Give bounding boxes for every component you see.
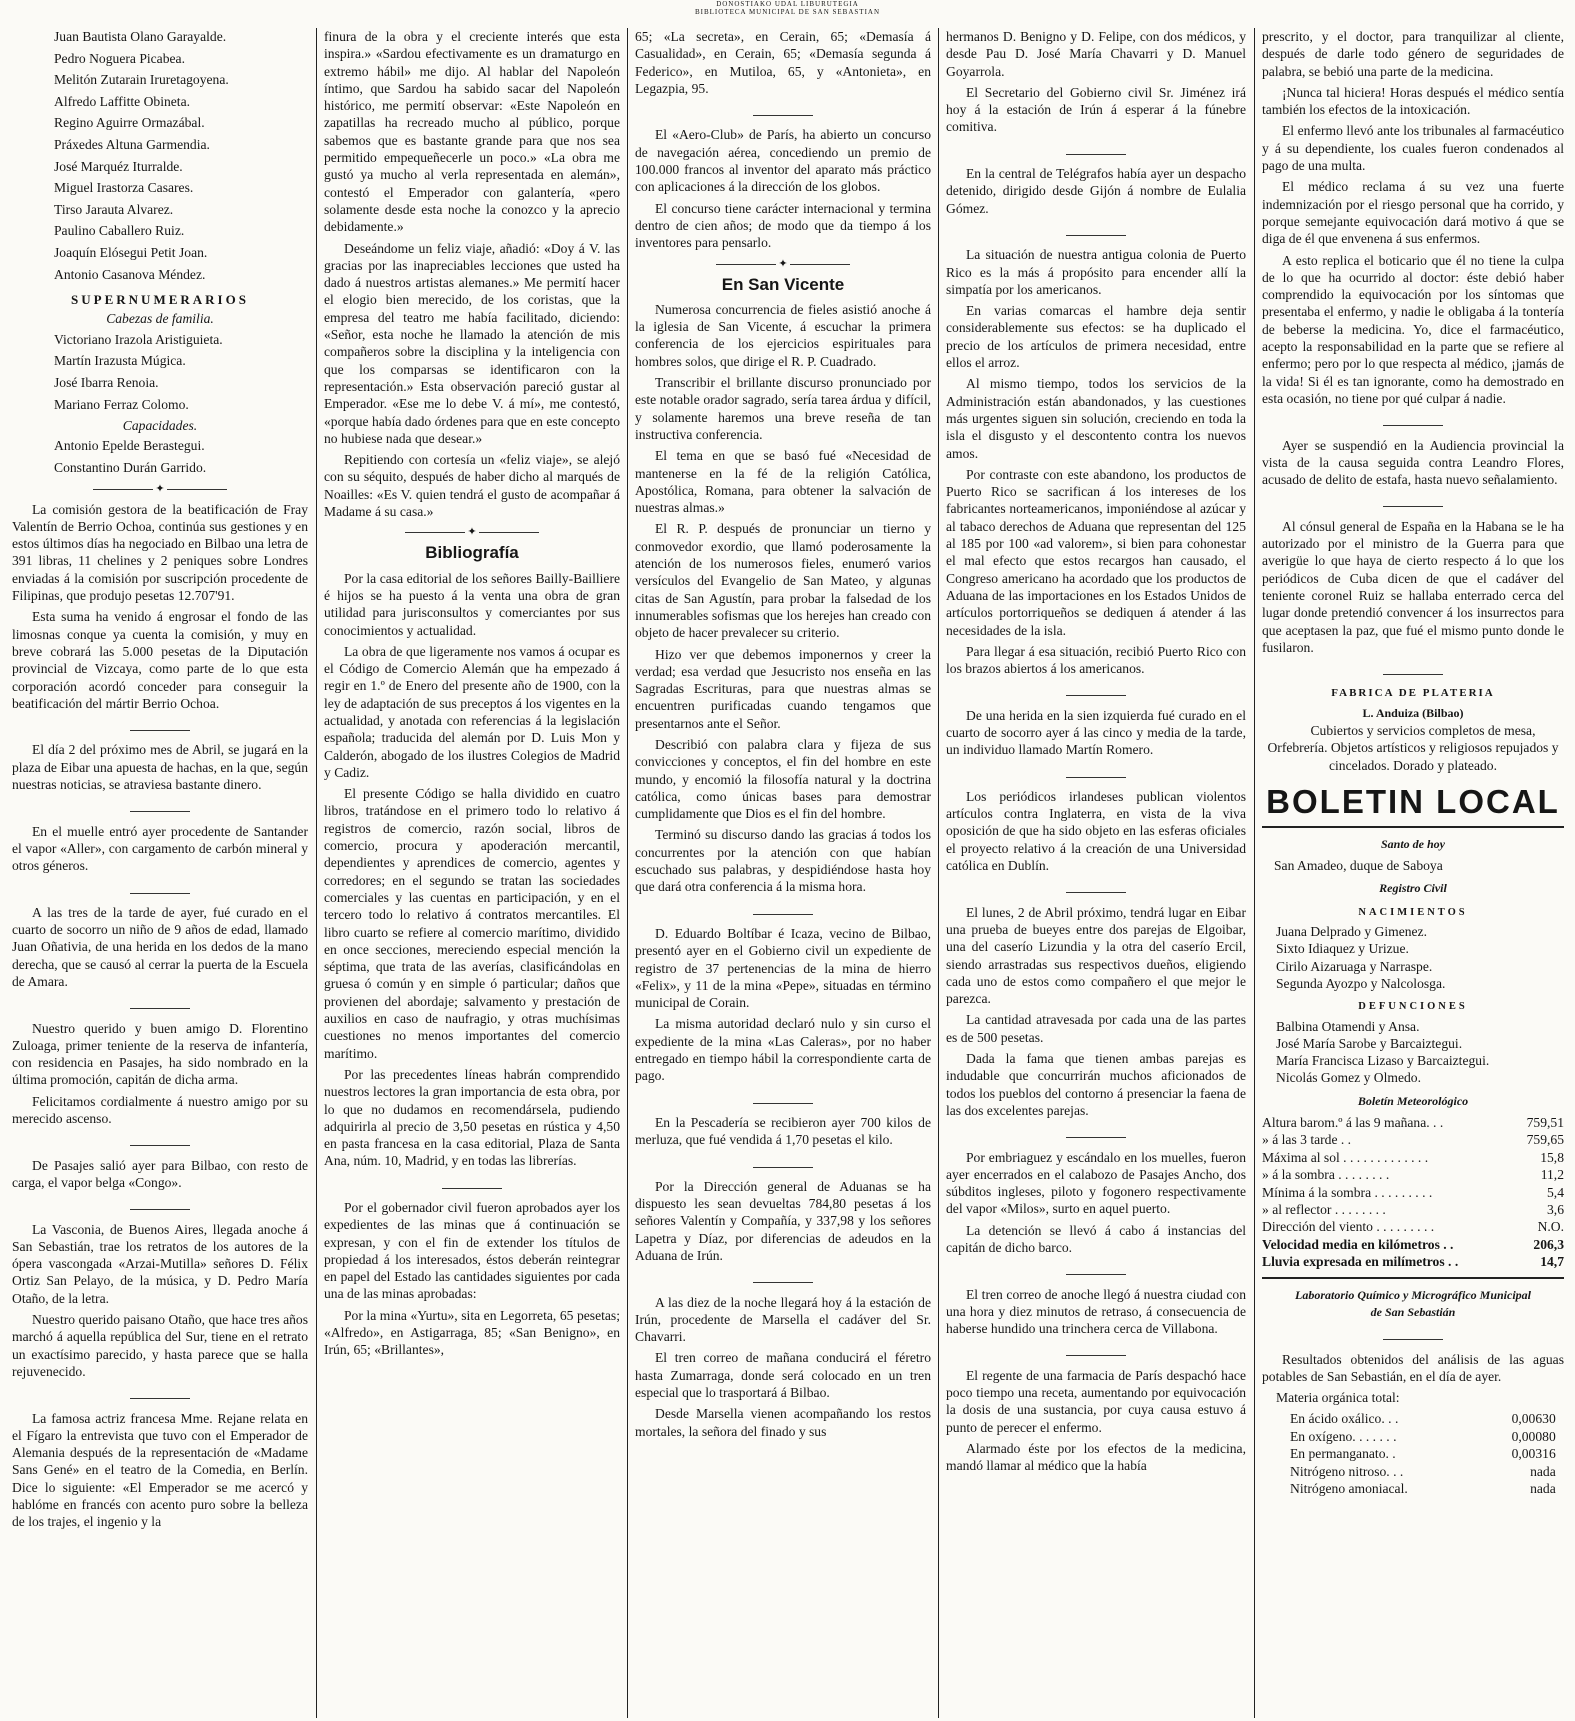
table-row: En permanganato. . 0,00316 [1290, 1446, 1556, 1462]
article-paragraph: hermanos D. Benigno y D. Felipe, con dos médicos, y desde Pau D. José María Chavarri y D. Manuel Goyarrola. [946, 29, 1246, 79]
article-paragraph: Deseándome un feliz viaje, añadió: «Doy á V. las gracias por las inapreciables lecciones que usted ha dado á nuestros artistas alemanes.» Me permití hacer el elogio bien merecido, de los coristas, que la empresa del teatro me había facilitado, diciendo: «Señor, esta noche he llamado la atención de mis compañeros sobre la disciplina y la inteligencia con que los comparsas se identificaron con la representación.» Esta observación pareció gustar al Emperador. «Ese me lo debe V. á mí», me contestó, «porque había dado órdenes para que en este concepto no hubiese nada que desear.» [324, 240, 620, 446]
list-item: Antonio Casanova Méndez. [54, 266, 206, 282]
list-item: Práxedes Altuna Garmendia. [54, 136, 210, 152]
divider [635, 1270, 931, 1287]
list-item: Melitón Zutarain Iruretagoyena. [54, 72, 229, 88]
article-paragraph: A las diez de la noche llegará hoy á la estación de Irún, procedente de Marsella el cadáver del Sr. Chavarri. [635, 1294, 931, 1345]
list-item: Mariano Ferraz Colomo. [54, 396, 189, 412]
list-item: Juana Delprado y Gimenez. [1276, 924, 1427, 940]
list-item: Juan Bautista Olano Garayalde. [54, 29, 227, 44]
lab-heading: Laboratorio Químico y Micrográfico Municipal de San Sebastián [1294, 1287, 1531, 1319]
list-item: Balbina Otamendi y Ansa. [1276, 1018, 1420, 1034]
divider [946, 765, 1246, 782]
divider [946, 1343, 1246, 1360]
library-stamp-line1: DONOSTIAKO UDAL LIBURUTEGIA [716, 0, 859, 8]
article-paragraph: La Vasconia, de Buenos Aires, llegada anoche á San Sebastián, trae los retratos de los autores de la ópera vascongada «Arzai-Mutilla» señores D. Félix Ortiz San Pelayo, de la música, y D. Pedro María Otaño, de la letra. [12, 1221, 308, 1306]
registro-heading: Registro Civil [1379, 881, 1447, 896]
defunciones-heading: DEFUNCIONES [1358, 1001, 1468, 1013]
article-paragraph: Los periódicos irlandeses publican violentos artículos contra Inglaterra, en vista de la viva oposición de que ha sido objeto en las esferas oficiales el proyecto relativo á la creación de una Universidad católica en Dublín. [946, 788, 1246, 874]
article-paragraph: Nuestro querido paisano Otaño, que hace tres años marchó á aquella república del Sur, tiene en el retrato un exactísimo parecido, y hasta parece que se halla rejuvenecido. [12, 1312, 308, 1379]
column-2 [324, 28, 620, 1718]
column-rule [316, 28, 317, 1718]
table-row: En oxígeno. . . . . . . 0,00080 [1290, 1428, 1556, 1444]
article-paragraph: A esto replica el boticario que él no tiene la culpa de lo que ha ocurrido al doctor: éste debió haber comprendido la equivocación por los síntomas que presentaba el enfermo, y nadie le obligaba á la tontería de beberse la medicina. Yo, dice el farmacéutico, acepto la responsabilidad en la parte que se refiere al enfermo; pero por lo que respecta al médico, ¡jamás de la vida! Si él es tan ignorante, como ha demostrado en esta ocasión, no tiene por qué culpar á nadie. [1262, 252, 1564, 406]
article-paragraph: El «Aero-Club» de París, ha abierto un concurso de navegación aérea, concediendo un premio de 100.000 francos al inventor del aparato más práctico con aplicaciones á la dirección de los globos. [635, 127, 931, 195]
article-paragraph: Hizo ver que debemos imponernos y creer la verdad; esa verdad que Jesucristo nos enseña en las Sagradas Escrituras, para que nuestras almas se encuentren purificadas cuando tengamos que presentarnos ante el Señor. [635, 646, 931, 731]
list-item: Sixto Idiaquez y Urizue. [1276, 941, 1409, 957]
article-paragraph: Por la casa editorial de los señores Bailly-Bailliere é hijos se ha puesto á la venta una obra de gran utilidad para jurisconsultos y comerciantes por sus conocimientos y actualidad. [324, 570, 620, 638]
divider [635, 1091, 931, 1108]
ornament-divider: ✦ [324, 524, 620, 540]
list-item: Martín Irazusta Múgica. [54, 353, 186, 369]
ornament-divider: ✦ [635, 256, 931, 272]
list-item: Alfredo Laffitte Obineta. [54, 93, 191, 109]
divider [1262, 413, 1564, 430]
table-row: » á las 3 tarde . . 759,65 [1262, 1132, 1564, 1148]
article-paragraph: El tren correo de anoche llegó á nuestra ciudad con una hora y diez minutos de retraso, á consecuencia de haberse hundido una trinchera cerca de Villabona. [946, 1286, 1246, 1337]
divider [12, 799, 308, 816]
article-paragraph: En el muelle entró ayer procedente de Santander el vapor «Aller», con cargamento de carbón mineral y otros géneros. [12, 823, 308, 874]
divider [946, 142, 1246, 159]
article-paragraph: Numerosa concurrencia de fieles asistió anoche á la iglesia de San Vicente, á escuchar la primera conferencia de los ejercicios espirituales para hombres solos, que dirige el R. P. Cuadrado. [635, 301, 931, 369]
article-paragraph: D. Eduardo Boltíbar é Icaza, vecino de Bilbao, presentó ayer en el Gobierno civil un expediente de registro de 37 pertenencias de la mina de hierro «Felix», y 11 de la mina «Pepe», situadas en término municipal de Corain. [635, 925, 931, 1011]
lab-paragraph: Resultados obtenidos del análisis de las aguas potables de San Sebastián, en el día de ayer. [1262, 1351, 1564, 1384]
cabezas-heading: Cabezas de familia. [106, 311, 214, 327]
article-paragraph: El presente Código se halla dividido en cuatro libros, tratándose en el primero todo lo relativo á registros de comercio, razón social, libros de comercio, procura y apoderación mercantil, dependientes y aprendices de comercio, agentes y corredores; en el segundo se tratan las sociedades comerciales y las cuentas en participación, y en el tercero todo lo relativo á contratos mercantiles. El libro cuarto se refiere al comercio marítimo, dividido en once secciones, mereciendo especial mención la séptima, que trata de las averías, clasificándolas en gruesa ó común y en simple ó particular; daños que provienen del abordaje; salvamento y prestación de auxilios en caso de naufragio, y otras muchísimas cuestiones no menos importantes del comercio marítimo. [324, 786, 620, 1061]
article-paragraph: El R. P. después de pronunciar un tierno y conmovedor exordio, que llamó poderosamente la atención de los numerosos fieles, enumeró varios versículos del Evangelio de San Mateo, y algunas citas de San Agustín, para probar la falsedad de los innumerables sofismas que los herejes han creado con objeto de hacer prevalecer su criterio. [635, 521, 931, 641]
list-item: Paulino Caballero Ruiz. [54, 223, 185, 239]
list-item: María Francisca Lizaso y Barcaiztegui. [1276, 1053, 1490, 1069]
table-row: Altura barom.º á las 9 mañana. . . 759,51 [1262, 1115, 1564, 1131]
materia-heading: Materia orgánica total: [1276, 1390, 1400, 1406]
article-paragraph: Transcribir el brillante discurso pronunciado por este notable orador sagrado, sería tarea árdua y difícil, y solamente haremos una breve reseña de tan instructiva conferencia. [635, 375, 931, 442]
article-paragraph: Dada la fama que tienen ambas parejas es indudable que concurrirán muchos aficionados de todos los pueblos del contorno á presenciar la faena de las dos excelentes parejas. [946, 1051, 1246, 1118]
divider [1262, 662, 1564, 679]
article-paragraph: Repitiendo con cortesía un «feliz viaje», se alejó con su séquito, después de haber dicho al marqués de Noailles: «Es V. quien tendrá el gusto de acompañar á Madame á su casa.» [324, 452, 620, 520]
table-row: Máxima al sol . . . . . . . . . . . . . 15,8 [1262, 1149, 1564, 1165]
divider [946, 1125, 1246, 1142]
article-paragraph: El regente de una farmacia de París despachó hace poco tiempo una receta, aumentando por equivocación la dosis de una sustancia, por cuya causa estuvo á punto de perecer el enfermo. [946, 1367, 1246, 1435]
list-item: Regino Aguirre Ormazábal. [54, 115, 205, 131]
article-paragraph: Por el gobernador civil fueron aprobados ayer los expedientes de las minas que á continuación se expresan, y con el fin de extender los títulos de propiedad á los interesados, éstos deberán reintegrar en papel del Estado las cantidades siguientes por cada una de las minas aprobadas: [324, 1200, 620, 1302]
table-row: Nitrógeno amoniacal. nada [1290, 1481, 1556, 1497]
list-item: Pedro Noguera Picabea. [54, 50, 185, 66]
article-paragraph: La obra de que ligeramente nos vamos á ocupar es el Código de Comercio Alemán que ha empezado á regir en 1.º de Enero del presente año de 1900, con la ley de adaptación de sus preceptos á los vigentes en la actualidad, y anotada con referencias á la legislación española; traducida del alemán por D. Luis Mon y Calderón, abogado de los ilustres Colegios de Madrid y Cadiz. [324, 643, 620, 780]
table-row: Lluvia expresada en milímetros . . 14,7 [1262, 1254, 1564, 1270]
article-paragraph: Esta suma ha venido á engrosar el fondo de las limosnas conque ya cuenta la comisión, y muy en breve cobrará las 5.000 pesetas de la Diputación provincial de Vizcaya, como parte de lo que esta corporación acordó conceder para conseguir la beatificación del mártir Berrio Ochoa. [12, 609, 308, 711]
list-item: José María Sarobe y Barcaiztegui. [1276, 1035, 1463, 1051]
list-item: Cirilo Aizaruaga y Narraspe. [1276, 958, 1433, 974]
santo-text: San Amadeo, duque de Saboya [1274, 858, 1443, 874]
article-paragraph: ¡Nunca tal hiciera! Horas después el médico sentía también los efectos de la intoxicación. [1262, 84, 1564, 118]
library-stamp-line2: BIBLIOTECA MUNICIPAL DE SAN SEBASTIAN [694, 8, 881, 16]
article-paragraph: La cantidad atravesada por cada una de las partes es de 500 pesetas. [946, 1012, 1246, 1045]
divider [12, 1133, 308, 1150]
santo-heading: Santo de hoy [1380, 836, 1445, 851]
list-item: Nicolás Gomez y Olmedo. [1276, 1070, 1421, 1086]
article-paragraph: La situación de nuestra antigua colonia de Puerto Rico es la más á propósito para encender allí la simpatía por los americanos. [946, 247, 1246, 297]
divider [946, 223, 1246, 240]
article-paragraph: En varias comarcas el hambre deja sentir considerablemente sus efectos: se ha duplicado el precio de los artículos de primera necesidad, entre ellos el arroz. [946, 303, 1246, 371]
article-paragraph: Al mismo tiempo, todos los servicios de la Administración están abandonados, y las cuestiones más urgentes siguen sin solución, creciendo en toda la isla el disgusto y el descontento contra los nuevos amos. [946, 376, 1246, 461]
article-paragraph: El concurso tiene carácter internacional y termina dentro de cien años; de modo que da tiempo á los inventores para pensarlo. [635, 200, 931, 251]
article-paragraph: El enfermo llevó ante los tribunales al farmacéutico y á su dependiente, los cuales fueron condenados al pago de una multa. [1262, 123, 1564, 174]
table-row: » al reflector . . . . . . . . 3,6 [1262, 1202, 1564, 1218]
article-paragraph: Por contraste con este abandono, los productos de Puerto Rico se sacrifican á los intereses de los fabricantes norteamericanos, imponiéndose al azúcar y al tabaco derechos de Aduana que representan del 125 al 185 por 100 «ad valorem», si bien para cohonestar el mal efecto que estos recargos han causado, el Congreso americano ha acordado que los productos de Aduana de las importaciones en los Estados Unidos de artículos portorriqueños se dediquen á atender á las necesidades de la isla. [946, 466, 1246, 638]
article-paragraph: En la central de Telégrafos había ayer un despacho detenido, dirigido desde Gijón á nombre de Eulalia Gómez. [946, 166, 1246, 216]
meteo-heading: Boletín Meteorológico [1357, 1093, 1469, 1108]
article-paragraph: El día 2 del próximo mes de Abril, se jugará en la plaza de Eibar una apuesta de hachas, en la que, según nuestras noticias, se atraviesa bastante dinero. [12, 742, 308, 793]
ornament-divider: ✦ [12, 481, 308, 497]
article-paragraph: Por la Dirección general de Aduanas se ha dispuesto les sean devueltas 784,80 pesetas á los señores Valentín y Compañía, y 337,98 y los señores Lapetra y Díaz, por diferencias de adeudos en la Aduana de Irún. [635, 1178, 931, 1263]
divider [946, 1262, 1246, 1279]
table-row: Mínima á la sombra . . . . . . . . . 5,4 [1262, 1184, 1564, 1200]
list-item: Joaquín Elósegui Petit Joan. [54, 244, 208, 260]
san-vicente-headline: En San Vicente [721, 274, 845, 294]
bibliografia-headline: Bibliografía [425, 543, 519, 563]
article-paragraph: Desde Marsella vienen acompañando los restos mortales, la señora del finado y sus [635, 1406, 931, 1439]
divider [12, 1197, 308, 1214]
column-4 [946, 28, 1246, 1718]
article-paragraph: El lunes, 2 de Abril próximo, tendrá lugar en Eibar una prueba de bueyes entre dos parejas de Elgoibar, una del caserío Lizundia y la otra del caserío Ercil, siendo arrastradas sus respectivos dueños, eligiendo cada uno de estos como compañero el que mejor le parezca. [946, 904, 1246, 1007]
article-paragraph: La detención se llevó á cabo á instancias del capitán de dicho barco. [946, 1222, 1246, 1255]
article-paragraph: Ayer se suspendió en la Audiencia provincial la vista de la causa seguida contra Leandro Flores, acusado de delito de estafa, hasta nuevo señalamiento. [1262, 437, 1564, 488]
divider [946, 683, 1246, 700]
divider [12, 718, 308, 735]
names-list [12, 28, 308, 283]
nacimientos-list [1262, 923, 1564, 992]
list-item: José Ibarra Renoia. [54, 374, 159, 390]
article-paragraph: El médico reclama á su vez una fuerte indemnización por el riesgo personal que ha corrido, y porque semejante equivocación dará motivo á que se diga de él que envenena á sus enfermos. [1262, 179, 1564, 247]
analisis-table [1290, 1410, 1556, 1497]
advert-subtitle: L. Anduiza (Bilbao) [1362, 705, 1464, 720]
divider [1262, 494, 1564, 511]
divider [12, 881, 308, 898]
article-paragraph: Al cónsul general de España en la Habana se le ha autorizado por el ministro de la Guerra para que averigüe lo que haya de cierto respecto á lo que los periódicos de Cuba dicen de que el cadáver del teniente coronel Ruiz se hallaba enterrado cerca del lugar donde pretendió convencer á los insurrectos para que aceptasen la paz, que fué el mismo punto donde le fusilaron. [1262, 518, 1564, 655]
table-row: En ácido oxálico. . . 0,00630 [1290, 1411, 1556, 1427]
article-paragraph: Para llegar á esa situación, recibió Puerto Rico con los brazos abiertos á los americanos. [946, 643, 1246, 677]
column-5 [1262, 28, 1564, 1718]
article-paragraph: En la Pescadería se recibieron ayer 700 kilos de merluza, que fué vendida á 1,70 pesetas el kilo. [635, 1114, 931, 1148]
article-paragraph: El tema en que se basó fué «Necesidad de mantenerse en la fé de la religión Católica, Apostólica, Romana, para obtener la salvación de nuestras almas.» [635, 448, 931, 516]
article-paragraph: La comisión gestora de la beatificación de Fray Valentín de Berrio Ochoa, continúa sus gestiones y en estos últimos días ha negociado en Bilbao una letra de 391 libras, 11 chelines y 2 peniques sobre Londres enviadas á la comisión por suscripción procedente de Filipinas, que produjo pesetas 12.707'91. [12, 501, 308, 604]
article-paragraph: A las tres de la tarde de ayer, fué curado en el cuarto de socorro un niño de 9 años de edad, llamado Juan Oñativia, de una herida en los dedos de la mano derecha, que se causó al cerrar la puerta de la Escuela de Amara. [12, 904, 308, 989]
article-paragraph: De una herida en la sien izquierda fué curado en el cuarto de socorro ayer á las cinco y media de la tarde, un individuo llamado Martín Romero. [946, 707, 1246, 758]
list-item: Antonio Epelde Berastegui. [54, 438, 205, 454]
list-item: Miguel Irastorza Casares. [54, 180, 194, 196]
table-row: Velocidad media en kilómetros . . 206,3 [1262, 1236, 1564, 1252]
article-paragraph: El tren correo de mañana conducirá el féretro hasta Zumarraga, donde será colocado en un tren especial que lo trasportará á Bilbao. [635, 1350, 931, 1401]
list-item: Segunda Ayozpo y Nalcolosga. [1276, 975, 1446, 991]
article-paragraph: Por la mina «Yurtu», sita en Legorreta, 65 pesetas; «Alfredo», en Astigarraga, 85; «San Benigno», en Irún, 65; «Brillantes», [324, 1307, 620, 1358]
divider [1262, 826, 1564, 828]
divider [12, 1386, 308, 1403]
article-paragraph: Por embriaguez y escándalo en los muelles, fueron ayer encerrados en el calabozo de Pasajes Ancho, dos súbditos ingleses, piloto y fogonero respectivamente del vapor «Milos», surto en aquel puerto. [946, 1149, 1246, 1217]
article-paragraph: finura de la obra y el creciente interés que esta inspira.» «Sardou efectivamente es un dramaturgo en extremo hábil» me dijo. Al hablar del Napoleón íntimo, que Sardou ha sabido sacar del Napoleón histórico, me permití observar: «Este Napoleón en zapatillas ha recreado mucho al público, porque sabemos que es bastante grande para que nos sea permitido empequeñecerle un poco.» «La obra me gustó ya mucho al verla representada en alemán», contestó el Emperador con galantería, «pero solamente desde esta noche la conozco y la aprecio debidamente.» [324, 29, 620, 235]
column-1 [12, 28, 308, 1718]
defunciones-list [1262, 1018, 1564, 1087]
article-paragraph: El Secretario del Gobierno civil Sr. Jiménez irá hoy á la estación de Irún á esperar á la fúnebre comitiva. [946, 84, 1246, 135]
list-item: Constantino Durán Garrido. [54, 459, 207, 475]
article-paragraph: Terminó su discurso dando las gracias á todos los concurrentes por la atención con que habían escuchado sus palabras, y despidiéndose hasta hoy que dará otra conferencia á la misma hora. [635, 827, 931, 895]
column-rule [627, 28, 628, 1718]
divider [12, 996, 308, 1013]
divider [324, 1176, 620, 1193]
list-item: Victoriano Irazola Aristiguieta. [54, 331, 223, 347]
column-rule [938, 28, 939, 1718]
article-paragraph: Nuestro querido y buen amigo D. Florentino Zuloaga, primer teniente de la reserva de infantería, con residencia en Pasajes, ha sido nombrado en la última promoción, capitán de dicha arma. [12, 1020, 308, 1088]
divider [946, 880, 1246, 897]
meteo-table [1262, 1114, 1564, 1271]
article-paragraph: Describió con palabra clara y fijeza de sus convicciones y conceptos, el fin del hombre en este mundo, y encomió la filosofía natural y la doctrina católica, como únicas bases para demostrar cumplidamente que Dios es el fin del hombre. [635, 736, 931, 822]
supernumerarios-heading: SUPERNUMERARIOS [71, 292, 249, 308]
article-paragraph: prescrito, y el doctor, para tranquilizar al cliente, después de darle todo género de seguridades de palabra, se bebió una parte de la medicina. [1262, 29, 1564, 79]
article-paragraph: Felicitamos cordialmente á nuestro amigo por su merecido ascenso. [12, 1093, 308, 1127]
article-paragraph: La misma autoridad declaró nulo y sin curso el expediente de la mina «Las Caleras», por no haber entregado en tiempo hábil la correspondiente carta de pago. [635, 1016, 931, 1084]
table-row: » á la sombra . . . . . . . . 11,2 [1262, 1167, 1564, 1183]
divider [1262, 1327, 1564, 1344]
column-rule [1254, 28, 1255, 1718]
article-paragraph: 65; «La secreta», en Cerain, 65; «Demasía á Casualidad», en Cerain, 65; «Demasía segunda á Federico», en Mutiloa, 65, y «Antonieta», en Legazpia, 95. [635, 29, 931, 96]
article-paragraph: De Pasajes salió ayer para Bilbao, con resto de carga, el vapor belga «Congo». [12, 1157, 308, 1190]
library-stamp [0, 0, 1575, 22]
advert-title: FABRICA DE PLATERIA [1331, 687, 1495, 700]
column-3 [635, 28, 931, 1718]
article-paragraph: La famosa actriz francesa Mme. Rejane relata en el Fígaro la entrevista que tuvo con el Emperador de Alemania después de la representación de «Madame Sans Gené» en el teatro de la Comedia, en Berlín. Dice lo siguiente: «El Emperador se me acercó y hablóme en francés con acento puro sobre la belleza de los trajes, el ingenio y la [12, 1410, 308, 1530]
article-paragraph: Alarmado éste por los efectos de la medicina, mandó llamar al médico que la había [946, 1440, 1246, 1474]
divider [635, 1155, 931, 1172]
list-item: José Marquéz Iturralde. [54, 158, 183, 174]
table-row: Nitrógeno nitroso. . . nada [1290, 1463, 1556, 1479]
article-paragraph: Por las precedentes líneas habrán comprendido nuestros lectores la gran importancia de esta obra, por lo que no dudamos en recomendársela, pudiendo adquirirla al precio de 3,50 pesetas en rústica y 4,50 en pasta francesa en la casa editorial, Plaza de Santa Ana, núm. 10, Madrid, y en todas las librerías. [324, 1066, 620, 1169]
divider [635, 103, 931, 120]
nacimientos-heading: NACIMIENTOS [1358, 906, 1468, 918]
capacidades-heading: Capacidades. [122, 418, 198, 434]
advert-text: Cubiertos y servicios completos de mesa, Orfebrería. Objetos artísticos y religiosos repujados y cincelados. Dorado y plateado. [1267, 722, 1559, 773]
list-item: Tirso Jarauta Alvarez. [54, 201, 174, 217]
table-row: Dirección del viento . . . . . . . . . N.O. [1262, 1219, 1564, 1235]
divider [1262, 1277, 1564, 1279]
boletin-local-heading: BOLETIN LOCAL [1266, 782, 1560, 820]
divider [635, 902, 931, 919]
